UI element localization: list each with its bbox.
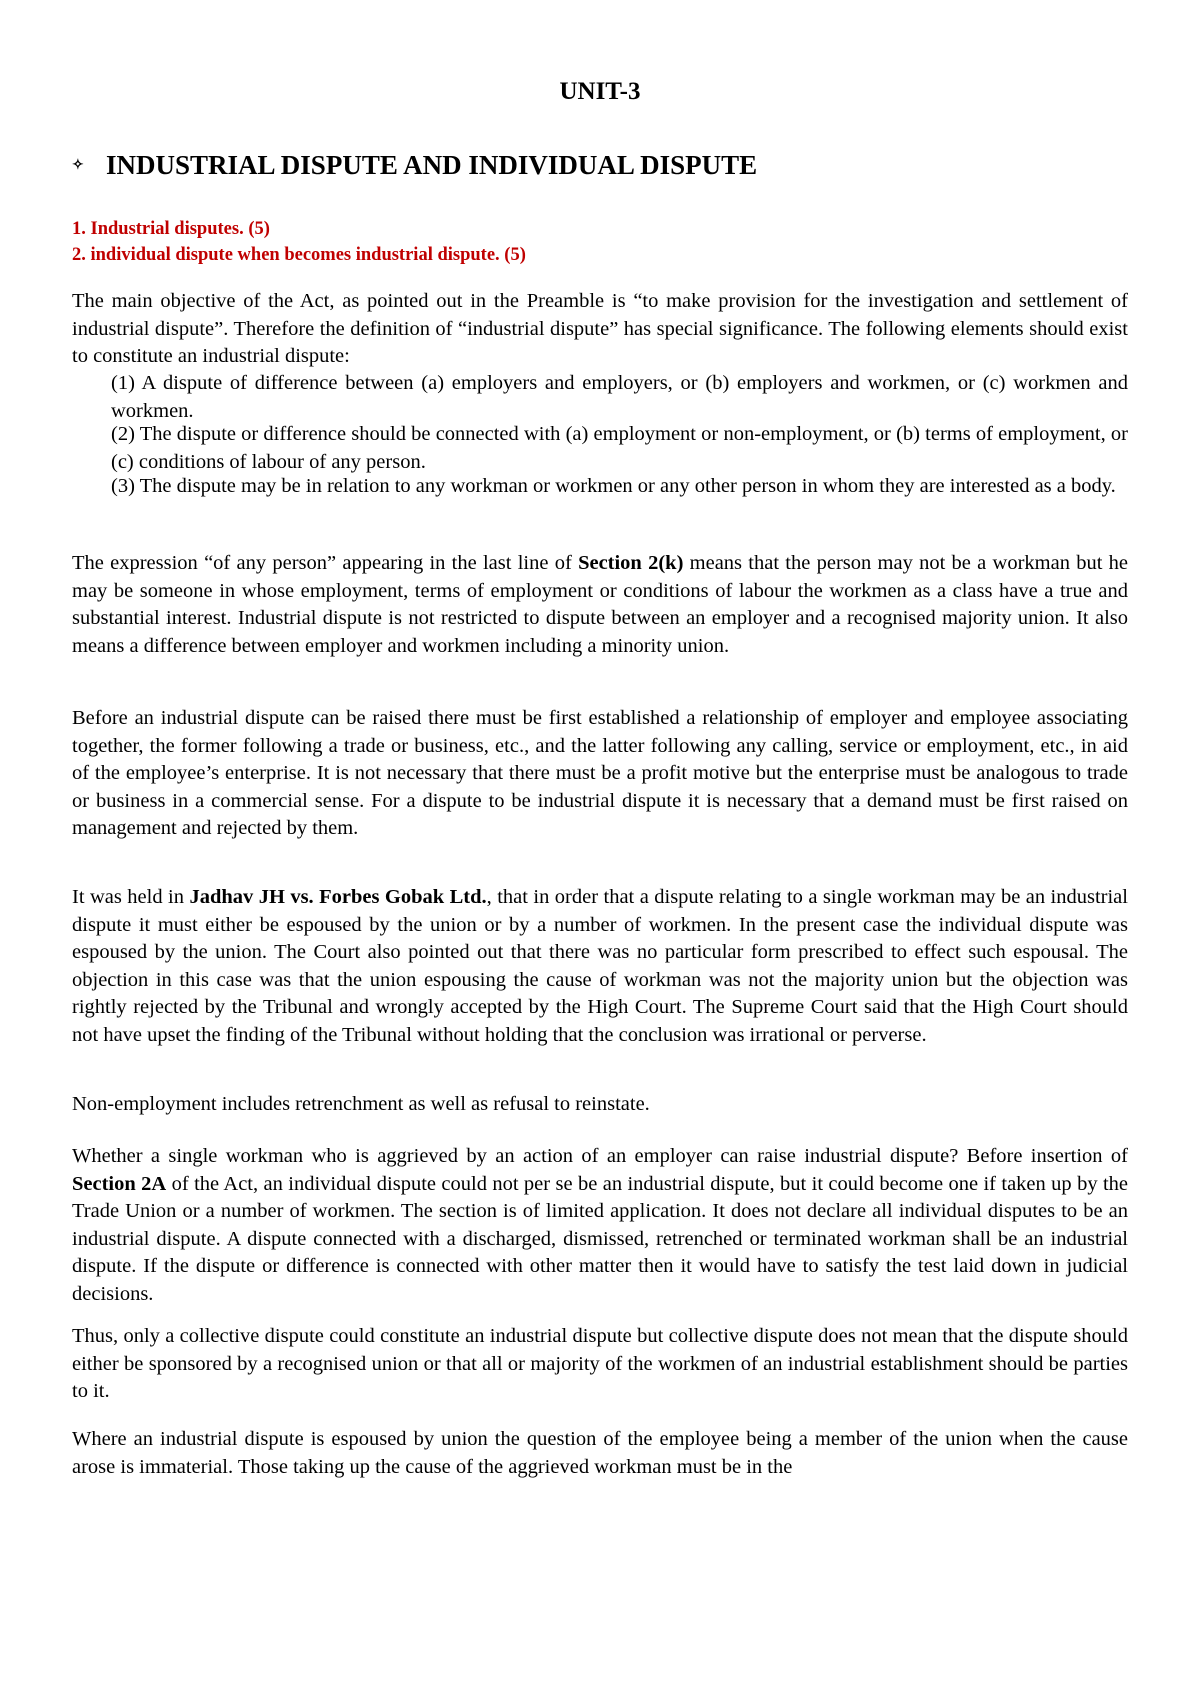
element-item: (2) The dispute or difference should be connected with (a) employment or non-employment, or (b) terms of employment, or (c) conditions of labour of any person.: [111, 423, 1128, 473]
question-item: 1. Industrial disputes. (5): [72, 219, 270, 239]
unit-title: UNIT-3: [559, 78, 641, 105]
jadhav-paragraph: [72, 884, 1128, 1050]
text-run: of the Act, an individual dispute could not per se be an industrial dispute, but it could become one if taken up by the Trade Union or a number of workmen. The section is of limited application. It does not declare all individual disputes to be an industrial dispute. A dispute connected with a discharged, dismissed, retrenched or terminated workman shall be an industrial dispute. If the dispute or difference is connected with other matter then it would have to satisfy the test laid down in judicial decisions.: [72, 1172, 1129, 1305]
thus-paragraph: Thus, only a collective dispute could constitute an industrial dispute but collective dispute does not mean that the dispute should either be sponsored by a recognised union or that all or majority of the workmen of an industrial establishment should be parties to it.: [72, 1325, 1128, 1403]
element-item: (1) A dispute of difference between (a) employers and employers, or (b) employers and workmen, or (c) workmen and workmen.: [111, 372, 1128, 422]
expression-paragraph: [72, 550, 1128, 660]
text-run: Whether a single workman who is aggrieved by an action of an employer can raise industrial dispute? Before insertion of: [72, 1145, 1128, 1167]
before-paragraph: Before an industrial dispute can be raised there must be first established a relationship of employer and employee associating together, the former following a trade or business, etc., and the latter following any calling, service or employment, etc., in aid of the employee’s enterprise. It is not necessary that there must be a profit motive but the enterprise must be analogous to trade or business in a commercial sense. For a dispute to be industrial dispute it is necessary that a demand must be first raised on management and rejected by them.: [72, 707, 1128, 840]
intro-paragraph: The main objective of the Act, as pointed out in the Preamble is “to make provision for the investigation and settlement of industrial dispute”. Therefore the definition of “industrial dispute” has special significance. The following elements should exist to constitute an industrial dispute:: [72, 290, 1128, 368]
case-name: Jadhav JH vs. Forbes Gobak Ltd.: [189, 886, 487, 908]
question-item: 2. individual dispute when becomes industrial dispute. (5): [72, 245, 526, 265]
non-employment-paragraph: Non-employment includes retrenchment as well as refusal to reinstate.: [72, 1093, 650, 1115]
main-heading: [72, 150, 1128, 181]
where-paragraph: Where an industrial dispute is espoused by union the question of the employee being a member of the union when the cause arose is immaterial. Those taking up the cause of the aggrieved workman must be in the: [72, 1428, 1128, 1478]
element-item: (3) The dispute may be in relation to any workman or workmen or any other person in whom they are interested as a body.: [111, 475, 1116, 497]
text-run: The expression “of any person” appearing in the last line of: [72, 552, 579, 574]
main-heading-text: INDUSTRIAL DISPUTE AND INDIVIDUAL DISPUTE: [106, 150, 758, 180]
diamond-bullet-icon: ✧: [72, 158, 84, 174]
text-run: It was held in: [72, 886, 190, 908]
section-reference: Section 2A: [72, 1172, 167, 1195]
section-reference: Section 2(k): [578, 552, 684, 574]
text-run: , that in order that a dispute relating to a single workman may be an industrial dispute it must either be espoused by the union or by a number of workmen. In the present case the individual dispute was espoused by the union. The Court also pointed out that there was no particular form prescribed to effect such espousal. The objection in this case was that the union espousing the cause of workman was not the majority union but the objection was rightly rejected by the Tribunal and wrongly accepted by the High Court. The Supreme Court said that the High Court should not have upset the finding of the Tribunal without holding that the conclusion was irrational or perverse.: [72, 886, 1128, 1046]
text-run: means that the person may not be a workman but he may be someone in whose employment, terms of employment or conditions of labour the workmen as a class have a true and substantial interest. Industrial dispute is not restricted to dispute between an employer and a recognised majority union. It also means a difference between employer and workmen including a minority union.: [72, 552, 1129, 657]
whether-paragraph: [72, 1143, 1128, 1309]
question-list: [72, 216, 1128, 268]
